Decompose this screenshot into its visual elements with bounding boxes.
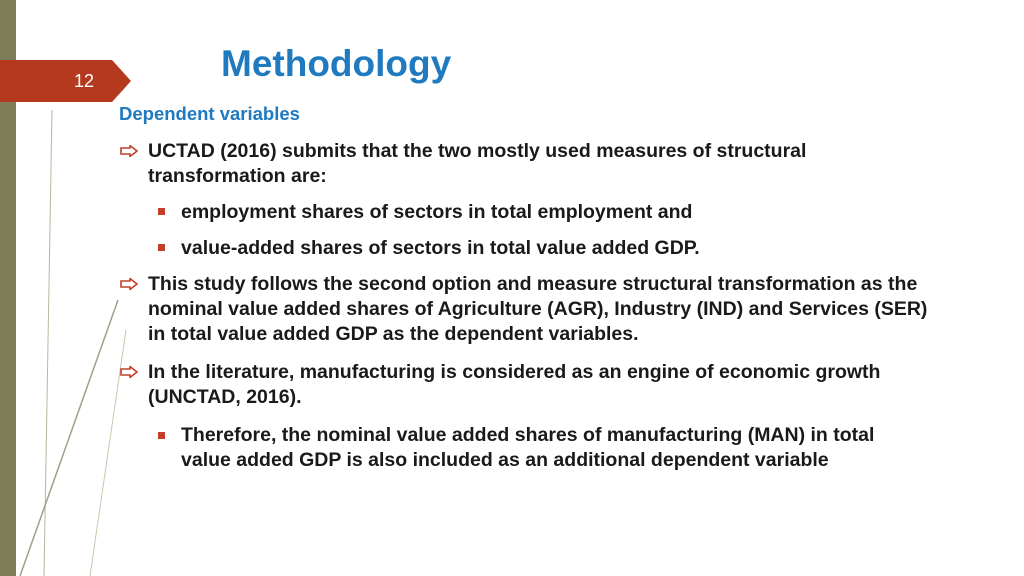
square-bullet-icon (158, 432, 165, 439)
list-item: value-added shares of sectors in total value added GDP. (181, 237, 700, 259)
list-item: employment shares of sectors in total employment and (181, 201, 693, 223)
square-bullet-icon (158, 208, 165, 215)
arrow-bullet-icon (120, 366, 138, 378)
list-item: Therefore, the nominal value added shares of manufacturing (MAN) in total value added GDP is also included as an additional dependent variable (181, 424, 875, 471)
slide-number: 12 (74, 71, 95, 91)
list-item: This study follows the second option and measure structural transformation as the nominal value added shares of Agriculture (AGR), Industry (IND) and Services (SER) in total value added GDP as the dependent variables. (148, 273, 928, 345)
arrow-bullet-icon (120, 145, 138, 157)
arrow-bullet-icon (120, 278, 138, 290)
slide-title: Methodology (221, 43, 452, 84)
square-bullet-icon (158, 244, 165, 251)
list-item: UCTAD (2016) submits that the two mostly used measures of structural transformation are: (148, 140, 807, 187)
list-item: In the literature, manufacturing is considered as an engine of economic growth (UNCTAD, 2016). (148, 361, 881, 408)
slide-number-tab (0, 60, 131, 102)
section-subtitle: Dependent variables (119, 103, 300, 124)
